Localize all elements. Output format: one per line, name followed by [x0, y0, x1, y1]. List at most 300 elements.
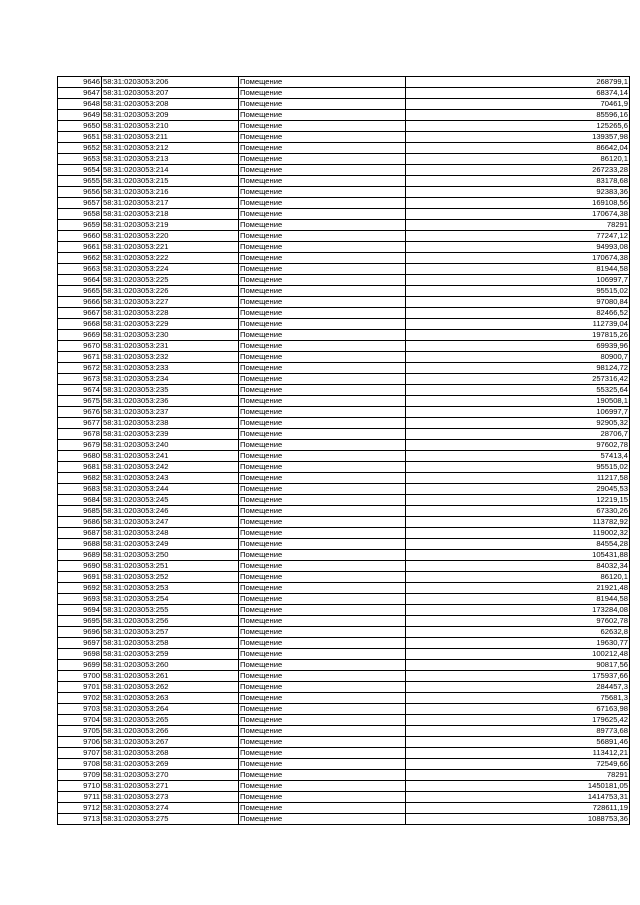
row-number-cell: 9655	[58, 176, 102, 187]
object-type-cell: Помещение	[239, 803, 406, 814]
object-type-cell: Помещение	[239, 154, 406, 165]
cadastral-number-cell: 58:31:0203053:262	[102, 682, 239, 693]
cadastral-number-cell: 58:31:0203053:216	[102, 187, 239, 198]
table-row	[58, 121, 630, 132]
cadastral-number-cell: 58:31:0203053:228	[102, 308, 239, 319]
value-cell: 92905,32	[406, 418, 630, 429]
table-row	[58, 671, 630, 682]
object-type-cell: Помещение	[239, 77, 406, 88]
row-number-cell: 9674	[58, 385, 102, 396]
cadastral-number-cell: 58:31:0203053:210	[102, 121, 239, 132]
table-row	[58, 440, 630, 451]
row-number-cell: 9664	[58, 275, 102, 286]
value-cell: 85596,16	[406, 110, 630, 121]
row-number-cell: 9679	[58, 440, 102, 451]
value-cell: 112739,04	[406, 319, 630, 330]
cadastral-number-cell: 58:31:0203053:274	[102, 803, 239, 814]
table-row	[58, 407, 630, 418]
value-cell: 97080,84	[406, 297, 630, 308]
object-type-cell: Помещение	[239, 495, 406, 506]
table-row	[58, 814, 630, 825]
object-type-cell: Помещение	[239, 242, 406, 253]
table-row	[58, 737, 630, 748]
cadastral-number-cell: 58:31:0203053:257	[102, 627, 239, 638]
table-row	[58, 286, 630, 297]
object-type-cell: Помещение	[239, 561, 406, 572]
value-cell: 86642,04	[406, 143, 630, 154]
cadastral-number-cell: 58:31:0203053:254	[102, 594, 239, 605]
cadastral-number-cell: 58:31:0203053:247	[102, 517, 239, 528]
row-number-cell: 9646	[58, 77, 102, 88]
row-number-cell: 9670	[58, 341, 102, 352]
cadastral-number-cell: 58:31:0203053:255	[102, 605, 239, 616]
table-row	[58, 418, 630, 429]
object-type-cell: Помещение	[239, 605, 406, 616]
row-number-cell: 9665	[58, 286, 102, 297]
row-number-cell: 9649	[58, 110, 102, 121]
row-number-cell: 9650	[58, 121, 102, 132]
object-type-cell: Помещение	[239, 671, 406, 682]
value-cell: 97602,78	[406, 616, 630, 627]
cadastral-number-cell: 58:31:0203053:244	[102, 484, 239, 495]
object-type-cell: Помещение	[239, 550, 406, 561]
object-type-cell: Помещение	[239, 341, 406, 352]
value-cell: 106997,7	[406, 275, 630, 286]
value-cell: 80900,7	[406, 352, 630, 363]
cadastral-number-cell: 58:31:0203053:245	[102, 495, 239, 506]
cadastral-number-cell: 58:31:0203053:237	[102, 407, 239, 418]
cadastral-number-cell: 58:31:0203053:271	[102, 781, 239, 792]
object-type-cell: Помещение	[239, 616, 406, 627]
object-type-cell: Помещение	[239, 517, 406, 528]
value-cell: 12219,15	[406, 495, 630, 506]
cadastral-number-cell: 58:31:0203053:236	[102, 396, 239, 407]
cadastral-number-cell: 58:31:0203053:265	[102, 715, 239, 726]
value-cell: 81944,58	[406, 594, 630, 605]
value-cell: 1450181,05	[406, 781, 630, 792]
table-row	[58, 374, 630, 385]
row-number-cell: 9698	[58, 649, 102, 660]
table-row	[58, 759, 630, 770]
table-row	[58, 187, 630, 198]
table-body	[58, 77, 630, 825]
object-type-cell: Помещение	[239, 682, 406, 693]
cadastral-number-cell: 58:31:0203053:273	[102, 792, 239, 803]
cadastral-number-cell: 58:31:0203053:266	[102, 726, 239, 737]
table-row	[58, 561, 630, 572]
cadastral-number-cell: 58:31:0203053:218	[102, 209, 239, 220]
table-row	[58, 143, 630, 154]
row-number-cell: 9669	[58, 330, 102, 341]
row-number-cell: 9657	[58, 198, 102, 209]
cadastral-number-cell: 58:31:0203053:208	[102, 99, 239, 110]
object-type-cell: Помещение	[239, 286, 406, 297]
value-cell: 11217,58	[406, 473, 630, 484]
object-type-cell: Помещение	[239, 572, 406, 583]
object-type-cell: Помещение	[239, 638, 406, 649]
table-row	[58, 506, 630, 517]
table-row	[58, 704, 630, 715]
object-type-cell: Помещение	[239, 220, 406, 231]
table-row	[58, 220, 630, 231]
cadastral-number-cell: 58:31:0203053:219	[102, 220, 239, 231]
row-number-cell: 9713	[58, 814, 102, 825]
object-type-cell: Помещение	[239, 649, 406, 660]
table-row	[58, 781, 630, 792]
table-row	[58, 638, 630, 649]
value-cell: 68374,14	[406, 88, 630, 99]
value-cell: 28706,7	[406, 429, 630, 440]
table-row	[58, 253, 630, 264]
cadastral-number-cell: 58:31:0203053:213	[102, 154, 239, 165]
cadastral-number-cell: 58:31:0203053:251	[102, 561, 239, 572]
object-type-cell: Помещение	[239, 231, 406, 242]
table-row	[58, 583, 630, 594]
table-row	[58, 385, 630, 396]
row-number-cell: 9676	[58, 407, 102, 418]
value-cell: 29045,53	[406, 484, 630, 495]
row-number-cell: 9697	[58, 638, 102, 649]
cadastral-number-cell: 58:31:0203053:217	[102, 198, 239, 209]
row-number-cell: 9709	[58, 770, 102, 781]
row-number-cell: 9711	[58, 792, 102, 803]
value-cell: 89773,68	[406, 726, 630, 737]
table-row	[58, 396, 630, 407]
cadastral-number-cell: 58:31:0203053:222	[102, 253, 239, 264]
table-row	[58, 352, 630, 363]
cadastral-number-cell: 58:31:0203053:224	[102, 264, 239, 275]
row-number-cell: 9681	[58, 462, 102, 473]
object-type-cell: Помещение	[239, 407, 406, 418]
table-row	[58, 792, 630, 803]
row-number-cell: 9701	[58, 682, 102, 693]
cadastral-number-cell: 58:31:0203053:221	[102, 242, 239, 253]
cadastral-number-cell: 58:31:0203053:226	[102, 286, 239, 297]
value-cell: 84032,34	[406, 561, 630, 572]
value-cell: 257316,42	[406, 374, 630, 385]
value-cell: 69939,96	[406, 341, 630, 352]
object-type-cell: Помещение	[239, 528, 406, 539]
row-number-cell: 9666	[58, 297, 102, 308]
value-cell: 173284,08	[406, 605, 630, 616]
table-row	[58, 693, 630, 704]
cadastral-number-cell: 58:31:0203053:260	[102, 660, 239, 671]
value-cell: 57413,4	[406, 451, 630, 462]
object-type-cell: Помещение	[239, 198, 406, 209]
table-row	[58, 770, 630, 781]
cadastral-number-cell: 58:31:0203053:275	[102, 814, 239, 825]
value-cell: 94993,08	[406, 242, 630, 253]
table-row	[58, 528, 630, 539]
value-cell: 179625,42	[406, 715, 630, 726]
table-row	[58, 132, 630, 143]
value-cell: 67330,26	[406, 506, 630, 517]
table-row	[58, 572, 630, 583]
table-row	[58, 363, 630, 374]
object-type-cell: Помещение	[239, 297, 406, 308]
cadastral-number-cell: 58:31:0203053:215	[102, 176, 239, 187]
value-cell: 62632,8	[406, 627, 630, 638]
value-cell: 83178,68	[406, 176, 630, 187]
cadastral-number-cell: 58:31:0203053:209	[102, 110, 239, 121]
object-type-cell: Помещение	[239, 253, 406, 264]
object-type-cell: Помещение	[239, 429, 406, 440]
cadastral-number-cell: 58:31:0203053:249	[102, 539, 239, 550]
object-type-cell: Помещение	[239, 770, 406, 781]
row-number-cell: 9672	[58, 363, 102, 374]
row-number-cell: 9653	[58, 154, 102, 165]
value-cell: 113412,21	[406, 748, 630, 759]
row-number-cell: 9662	[58, 253, 102, 264]
cadastral-number-cell: 58:31:0203053:220	[102, 231, 239, 242]
row-number-cell: 9704	[58, 715, 102, 726]
cadastral-number-cell: 58:31:0203053:246	[102, 506, 239, 517]
row-number-cell: 9685	[58, 506, 102, 517]
table-row	[58, 748, 630, 759]
value-cell: 86120,1	[406, 154, 630, 165]
value-cell: 84554,28	[406, 539, 630, 550]
table-row	[58, 275, 630, 286]
cadastral-number-cell: 58:31:0203053:214	[102, 165, 239, 176]
row-number-cell: 9700	[58, 671, 102, 682]
object-type-cell: Помещение	[239, 726, 406, 737]
row-number-cell: 9677	[58, 418, 102, 429]
table-row	[58, 319, 630, 330]
object-type-cell: Помещение	[239, 506, 406, 517]
cadastral-number-cell: 58:31:0203053:256	[102, 616, 239, 627]
value-cell: 95515,02	[406, 286, 630, 297]
object-type-cell: Помещение	[239, 275, 406, 286]
row-number-cell: 9660	[58, 231, 102, 242]
value-cell: 78291	[406, 220, 630, 231]
row-number-cell: 9673	[58, 374, 102, 385]
cadastral-number-cell: 58:31:0203053:211	[102, 132, 239, 143]
row-number-cell: 9663	[58, 264, 102, 275]
object-type-cell: Помещение	[239, 385, 406, 396]
table-row	[58, 715, 630, 726]
table-row	[58, 154, 630, 165]
table-row	[58, 616, 630, 627]
value-cell: 98124,72	[406, 363, 630, 374]
cadastral-number-cell: 58:31:0203053:239	[102, 429, 239, 440]
value-cell: 81944,58	[406, 264, 630, 275]
value-cell: 170674,38	[406, 253, 630, 264]
object-type-cell: Помещение	[239, 814, 406, 825]
object-type-cell: Помещение	[239, 110, 406, 121]
value-cell: 21921,48	[406, 583, 630, 594]
object-type-cell: Помещение	[239, 363, 406, 374]
cadastral-number-cell: 58:31:0203053:238	[102, 418, 239, 429]
cadastral-number-cell: 58:31:0203053:253	[102, 583, 239, 594]
value-cell: 190508,1	[406, 396, 630, 407]
object-type-cell: Помещение	[239, 484, 406, 495]
value-cell: 197815,26	[406, 330, 630, 341]
value-cell: 125265,6	[406, 121, 630, 132]
object-type-cell: Помещение	[239, 176, 406, 187]
row-number-cell: 9710	[58, 781, 102, 792]
value-cell: 77247,12	[406, 231, 630, 242]
object-type-cell: Помещение	[239, 715, 406, 726]
value-cell: 139357,98	[406, 132, 630, 143]
row-number-cell: 9687	[58, 528, 102, 539]
object-type-cell: Помещение	[239, 264, 406, 275]
value-cell: 72549,66	[406, 759, 630, 770]
object-type-cell: Помещение	[239, 583, 406, 594]
table-row	[58, 88, 630, 99]
value-cell: 175937,66	[406, 671, 630, 682]
value-cell: 95515,02	[406, 462, 630, 473]
object-type-cell: Помещение	[239, 352, 406, 363]
value-cell: 106997,7	[406, 407, 630, 418]
object-type-cell: Помещение	[239, 462, 406, 473]
row-number-cell: 9682	[58, 473, 102, 484]
row-number-cell: 9707	[58, 748, 102, 759]
object-type-cell: Помещение	[239, 539, 406, 550]
row-number-cell: 9671	[58, 352, 102, 363]
object-type-cell: Помещение	[239, 418, 406, 429]
table-row	[58, 649, 630, 660]
table-row	[58, 165, 630, 176]
table-row	[58, 209, 630, 220]
table-row	[58, 495, 630, 506]
object-type-cell: Помещение	[239, 748, 406, 759]
row-number-cell: 9693	[58, 594, 102, 605]
object-type-cell: Помещение	[239, 132, 406, 143]
value-cell: 1414753,31	[406, 792, 630, 803]
cadastral-number-cell: 58:31:0203053:240	[102, 440, 239, 451]
value-cell: 86120,1	[406, 572, 630, 583]
table-row	[58, 660, 630, 671]
value-cell: 92383,36	[406, 187, 630, 198]
row-number-cell: 9658	[58, 209, 102, 220]
table-row	[58, 242, 630, 253]
cadastral-number-cell: 58:31:0203053:225	[102, 275, 239, 286]
row-number-cell: 9703	[58, 704, 102, 715]
cadastral-number-cell: 58:31:0203053:206	[102, 77, 239, 88]
table-row	[58, 484, 630, 495]
value-cell: 90817,56	[406, 660, 630, 671]
object-type-cell: Помещение	[239, 792, 406, 803]
table-row	[58, 517, 630, 528]
row-number-cell: 9652	[58, 143, 102, 154]
row-number-cell: 9690	[58, 561, 102, 572]
object-type-cell: Помещение	[239, 187, 406, 198]
cadastral-number-cell: 58:31:0203053:231	[102, 341, 239, 352]
value-cell: 70461,9	[406, 99, 630, 110]
row-number-cell: 9656	[58, 187, 102, 198]
cadastral-number-cell: 58:31:0203053:230	[102, 330, 239, 341]
object-type-cell: Помещение	[239, 308, 406, 319]
object-type-cell: Помещение	[239, 396, 406, 407]
cadastral-number-cell: 58:31:0203053:261	[102, 671, 239, 682]
table-row	[58, 803, 630, 814]
row-number-cell: 9706	[58, 737, 102, 748]
value-cell: 728611,19	[406, 803, 630, 814]
table-row	[58, 605, 630, 616]
row-number-cell: 9667	[58, 308, 102, 319]
cadastral-number-cell: 58:31:0203053:227	[102, 297, 239, 308]
row-number-cell: 9680	[58, 451, 102, 462]
cadastral-number-cell: 58:31:0203053:242	[102, 462, 239, 473]
table-row	[58, 473, 630, 484]
table-row	[58, 341, 630, 352]
object-type-cell: Помещение	[239, 451, 406, 462]
table-row	[58, 308, 630, 319]
cadastral-number-cell: 58:31:0203053:258	[102, 638, 239, 649]
row-number-cell: 9689	[58, 550, 102, 561]
table-row	[58, 539, 630, 550]
value-cell: 78291	[406, 770, 630, 781]
cadastral-number-cell: 58:31:0203053:259	[102, 649, 239, 660]
table-row	[58, 110, 630, 121]
row-number-cell: 9695	[58, 616, 102, 627]
value-cell: 82466,52	[406, 308, 630, 319]
cadastral-number-cell: 58:31:0203053:243	[102, 473, 239, 484]
cadastral-number-cell: 58:31:0203053:263	[102, 693, 239, 704]
object-type-cell: Помещение	[239, 143, 406, 154]
object-type-cell: Помещение	[239, 737, 406, 748]
value-cell: 268799,1	[406, 77, 630, 88]
table-row	[58, 176, 630, 187]
object-type-cell: Помещение	[239, 121, 406, 132]
object-type-cell: Помещение	[239, 693, 406, 704]
cadastral-number-cell: 58:31:0203053:233	[102, 363, 239, 374]
object-type-cell: Помещение	[239, 209, 406, 220]
row-number-cell: 9684	[58, 495, 102, 506]
object-type-cell: Помещение	[239, 473, 406, 484]
value-cell: 75681,3	[406, 693, 630, 704]
row-number-cell: 9647	[58, 88, 102, 99]
value-cell: 19630,77	[406, 638, 630, 649]
cadastral-number-cell: 58:31:0203053:229	[102, 319, 239, 330]
row-number-cell: 9675	[58, 396, 102, 407]
row-number-cell: 9694	[58, 605, 102, 616]
value-cell: 267233,28	[406, 165, 630, 176]
object-type-cell: Помещение	[239, 440, 406, 451]
row-number-cell: 9686	[58, 517, 102, 528]
row-number-cell: 9691	[58, 572, 102, 583]
table-row	[58, 198, 630, 209]
row-number-cell: 9654	[58, 165, 102, 176]
value-cell: 56891,46	[406, 737, 630, 748]
cadastral-number-cell: 58:31:0203053:264	[102, 704, 239, 715]
row-number-cell: 9668	[58, 319, 102, 330]
value-cell: 113782,92	[406, 517, 630, 528]
row-number-cell: 9708	[58, 759, 102, 770]
row-number-cell: 9702	[58, 693, 102, 704]
value-cell: 170674,38	[406, 209, 630, 220]
table-row	[58, 451, 630, 462]
object-type-cell: Помещение	[239, 319, 406, 330]
cadastral-number-cell: 58:31:0203053:250	[102, 550, 239, 561]
row-number-cell: 9661	[58, 242, 102, 253]
object-type-cell: Помещение	[239, 627, 406, 638]
row-number-cell: 9705	[58, 726, 102, 737]
cadastral-number-cell: 58:31:0203053:252	[102, 572, 239, 583]
value-cell: 105431,88	[406, 550, 630, 561]
table-row	[58, 99, 630, 110]
row-number-cell: 9678	[58, 429, 102, 440]
cadastral-number-cell: 58:31:0203053:241	[102, 451, 239, 462]
table-row	[58, 231, 630, 242]
row-number-cell: 9659	[58, 220, 102, 231]
row-number-cell: 9699	[58, 660, 102, 671]
cadastral-number-cell: 58:31:0203053:269	[102, 759, 239, 770]
cadastral-number-cell: 58:31:0203053:212	[102, 143, 239, 154]
table-row	[58, 264, 630, 275]
row-number-cell: 9692	[58, 583, 102, 594]
row-number-cell: 9696	[58, 627, 102, 638]
